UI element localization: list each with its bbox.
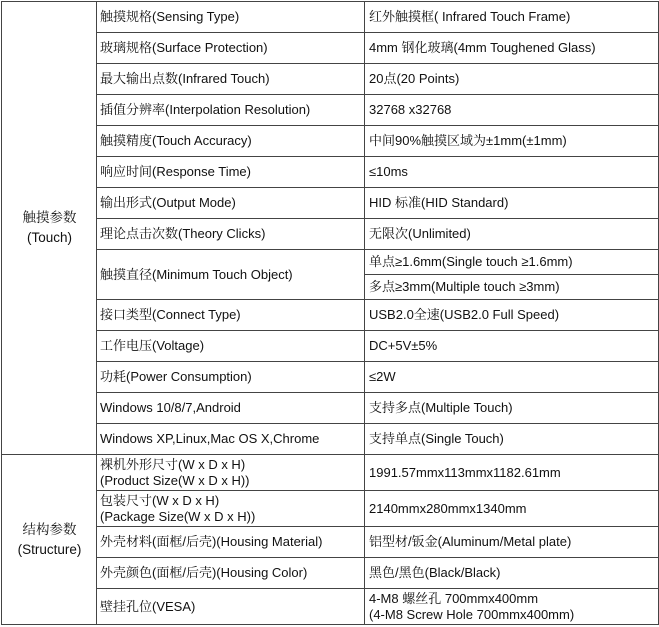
spec-value: 32768 x32768 bbox=[365, 95, 659, 126]
table-row bbox=[2, 558, 659, 589]
table-row bbox=[2, 527, 659, 558]
spec-label: 接口类型(Connect Type) bbox=[97, 300, 365, 331]
spec-label: 触摸规格(Sensing Type) bbox=[97, 2, 365, 33]
spec-label: 包装尺寸(W x D x H) (Package Size(W x D x H)) bbox=[97, 491, 365, 527]
spec-label: 外壳材料(面框/后壳)(Housing Material) bbox=[97, 527, 365, 558]
table-row bbox=[2, 300, 659, 331]
category-touch: 触摸参数 (Touch) bbox=[2, 2, 97, 455]
spec-label: 触摸精度(Touch Accuracy) bbox=[97, 126, 365, 157]
table-row bbox=[2, 331, 659, 362]
spec-label: 壁挂孔位(VESA) bbox=[97, 589, 365, 625]
table-row bbox=[2, 64, 659, 95]
table-row bbox=[2, 491, 659, 527]
spec-value: 中间90%触摸区域为±1mm(±1mm) bbox=[365, 126, 659, 157]
spec-label: 裸机外形尺寸(W x D x H) (Product Size(W x D x H)) bbox=[97, 455, 365, 491]
spec-label: 最大输出点数(Infrared Touch) bbox=[97, 64, 365, 95]
spec-value: 单点≥1.6mm(Single touch ≥1.6mm) bbox=[365, 250, 659, 275]
table-row bbox=[2, 95, 659, 126]
category-structure: 结构参数 (Structure) bbox=[2, 455, 97, 625]
spec-value: 黑色/黑色(Black/Black) bbox=[365, 558, 659, 589]
table-row bbox=[2, 424, 659, 455]
spec-table bbox=[1, 1, 659, 625]
table-row bbox=[2, 2, 659, 33]
spec-label: 理论点击次数(Theory Clicks) bbox=[97, 219, 365, 250]
table-row bbox=[2, 219, 659, 250]
table-row bbox=[2, 250, 659, 275]
spec-value: DC+5V±5% bbox=[365, 331, 659, 362]
spec-value: ≤2W bbox=[365, 362, 659, 393]
spec-value: ≤10ms bbox=[365, 157, 659, 188]
table-row bbox=[2, 362, 659, 393]
spec-value: 2140mmx280mmx1340mm bbox=[365, 491, 659, 527]
spec-value: 红外触摸框( Infrared Touch Frame) bbox=[365, 2, 659, 33]
table-row bbox=[2, 188, 659, 219]
spec-label: 输出形式(Output Mode) bbox=[97, 188, 365, 219]
spec-label: 插值分辨率(Interpolation Resolution) bbox=[97, 95, 365, 126]
spec-value: 4-M8 螺丝孔 700mmx400mm (4-M8 Screw Hole 700mmx400mm) bbox=[365, 589, 659, 625]
spec-label: 触摸直径(Minimum Touch Object) bbox=[97, 250, 365, 300]
spec-label: 玻璃规格(Surface Protection) bbox=[97, 33, 365, 64]
spec-value: 支持单点(Single Touch) bbox=[365, 424, 659, 455]
spec-label: Windows 10/8/7,Android bbox=[97, 393, 365, 424]
spec-label: Windows XP,Linux,Mac OS X,Chrome bbox=[97, 424, 365, 455]
spec-value: HID 标准(HID Standard) bbox=[365, 188, 659, 219]
spec-label: 功耗(Power Consumption) bbox=[97, 362, 365, 393]
table-row bbox=[2, 455, 659, 491]
spec-label: 外壳颜色(面框/后壳)(Housing Color) bbox=[97, 558, 365, 589]
spec-value: 1991.57mmx113mmx1182.61mm bbox=[365, 455, 659, 491]
spec-label: 响应时间(Response Time) bbox=[97, 157, 365, 188]
spec-value: 20点(20 Points) bbox=[365, 64, 659, 95]
table-row bbox=[2, 393, 659, 424]
table-row bbox=[2, 157, 659, 188]
spec-value: USB2.0全速(USB2.0 Full Speed) bbox=[365, 300, 659, 331]
spec-label: 工作电压(Voltage) bbox=[97, 331, 365, 362]
spec-value: 支持多点(Multiple Touch) bbox=[365, 393, 659, 424]
spec-value: 4mm 钢化玻璃(4mm Toughened Glass) bbox=[365, 33, 659, 64]
spec-value: 铝型材/钣金(Aluminum/Metal plate) bbox=[365, 527, 659, 558]
table-row bbox=[2, 589, 659, 625]
table-row bbox=[2, 33, 659, 64]
table-row bbox=[2, 126, 659, 157]
spec-value: 多点≥3mm(Multiple touch ≥3mm) bbox=[365, 275, 659, 300]
spec-value: 无限次(Unlimited) bbox=[365, 219, 659, 250]
